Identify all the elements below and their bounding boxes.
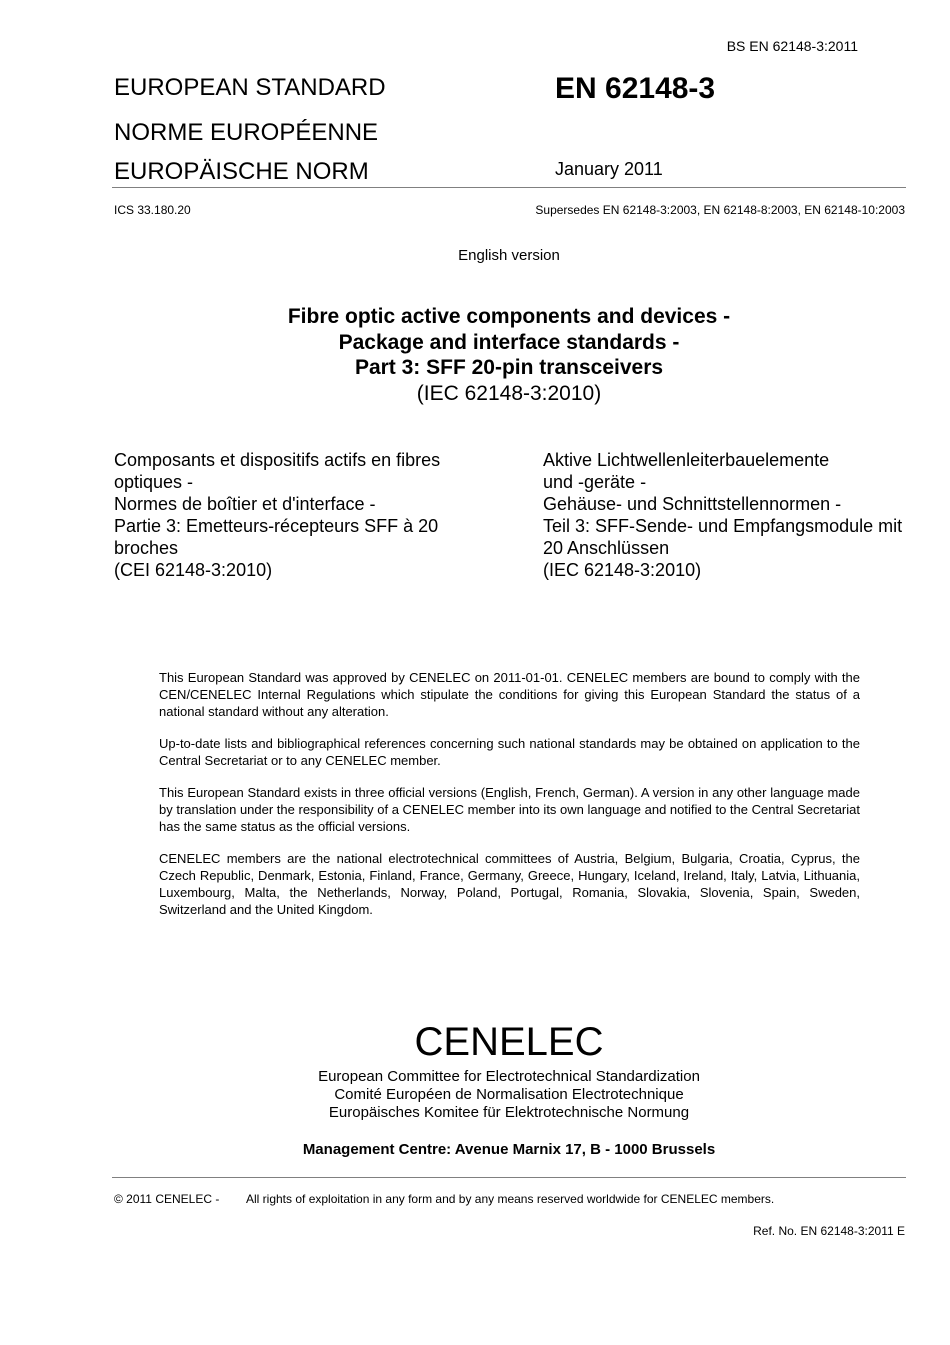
- ics-code: ICS 33.180.20: [114, 203, 191, 217]
- french-title-block: [114, 449, 494, 581]
- language-version: English version: [458, 247, 560, 264]
- german-title-line: (IEC 62148-3:2010): [543, 560, 702, 580]
- members-paragraph: CENELEC members are the national electrotechnical committees of Austria, Belgium, Bulgaria, Croatia, Cyprus, the Czech Republic, Denmark, Estonia, Finland, France, Germany, Greece, Hungary, Iceland, Ireland, Italy, Latvia, Lithuania, Luxembourg, Malta, the Netherlands, Norway, Poland, Portugal, Romania, Slovakia, Slovenia, Spain, Sweden, Switzerland and the United Kingdom.: [159, 851, 860, 917]
- approval-statements: [159, 669, 860, 933]
- copyright-notice: © 2011 CENELEC -: [114, 1192, 220, 1206]
- cenelec-name: CENELEC: [414, 1020, 604, 1064]
- french-title-line: Normes de boîtier et d'interface -: [114, 494, 376, 514]
- standard-title-german: EUROPÄISCHE NORM: [114, 158, 369, 185]
- german-title-line: und -geräte -: [543, 472, 647, 492]
- title-line-4: (IEC 62148-3:2010): [416, 381, 602, 405]
- versions-paragraph: This European Standard exists in three official versions (English, French, German). A version in any other language made by translation under the responsibility of a CENELEC member into its own language and notified to the Central Secretariat has the same status as the official versions.: [159, 785, 860, 834]
- document-title: [0, 304, 950, 406]
- title-line-1: Fibre optic active components and devices -: [287, 305, 731, 328]
- standard-title-french: NORME EUROPÉENNE: [114, 119, 379, 146]
- german-title-block: [543, 449, 913, 581]
- standard-number: EN 62148-3: [555, 72, 716, 105]
- german-title-line: Aktive Lichtwellenleiterbauelemente: [543, 450, 830, 470]
- german-title-line: Gehäuse- und Schnittstellennormen -: [543, 494, 842, 514]
- german-title-line: Teil 3: SFF-Sende- und Empfangsmodule mit 20 Anschlüssen: [543, 516, 903, 558]
- supersedes-note: Supersedes EN 62148-3:2003, EN 62148-8:2003, EN 62148-10:2003: [535, 203, 905, 217]
- references-paragraph: Up-to-date lists and bibliographical references concerning such national standards may be obtained on application to the Central Secretariat or to any CENELEC member.: [159, 736, 860, 768]
- bs-reference: BS EN 62148-3:2011: [726, 38, 858, 54]
- title-line-2: Package and interface standards -: [338, 330, 680, 354]
- management-centre-address: Management Centre: Avenue Marnix 17, B - 1000 Brussels: [302, 1141, 716, 1158]
- title-line-3: Part 3: SFF 20-pin transceivers: [354, 356, 664, 379]
- rights-statement: All rights of exploitation in any form and by any means reserved worldwide for CENELEC members.: [246, 1192, 775, 1206]
- french-title-line: Partie 3: Emetteurs-récepteurs SFF à 20 broches: [114, 516, 439, 558]
- publication-date: January 2011: [555, 159, 663, 179]
- footer-divider: [112, 1177, 906, 1178]
- reference-number: Ref. No. EN 62148-3:2011 E: [753, 1224, 905, 1238]
- committee-name-english: European Committee for Electrotechnical Standardization: [318, 1068, 700, 1085]
- approval-paragraph: This European Standard was approved by CENELEC on 2011-01-01. CENELEC members are bound to comply with the CEN/CENELEC Internal Regulations which stipulate the conditions for giving this European Standard the status of a national standard without any alteration.: [159, 670, 860, 719]
- french-title-line: Composants et dispositifs actifs en fibres optiques -: [114, 450, 441, 492]
- committee-name-german: Europäisches Komitee für Elektrotechnische Normung: [328, 1104, 690, 1121]
- committee-names: [0, 1068, 950, 1122]
- french-title-line: (CEI 62148-3:2010): [114, 560, 273, 580]
- committee-name-french: Comité Européen de Normalisation Electrotechnique: [334, 1086, 684, 1103]
- standard-title-english: EUROPEAN STANDARD: [114, 74, 386, 101]
- header-divider: [112, 187, 906, 188]
